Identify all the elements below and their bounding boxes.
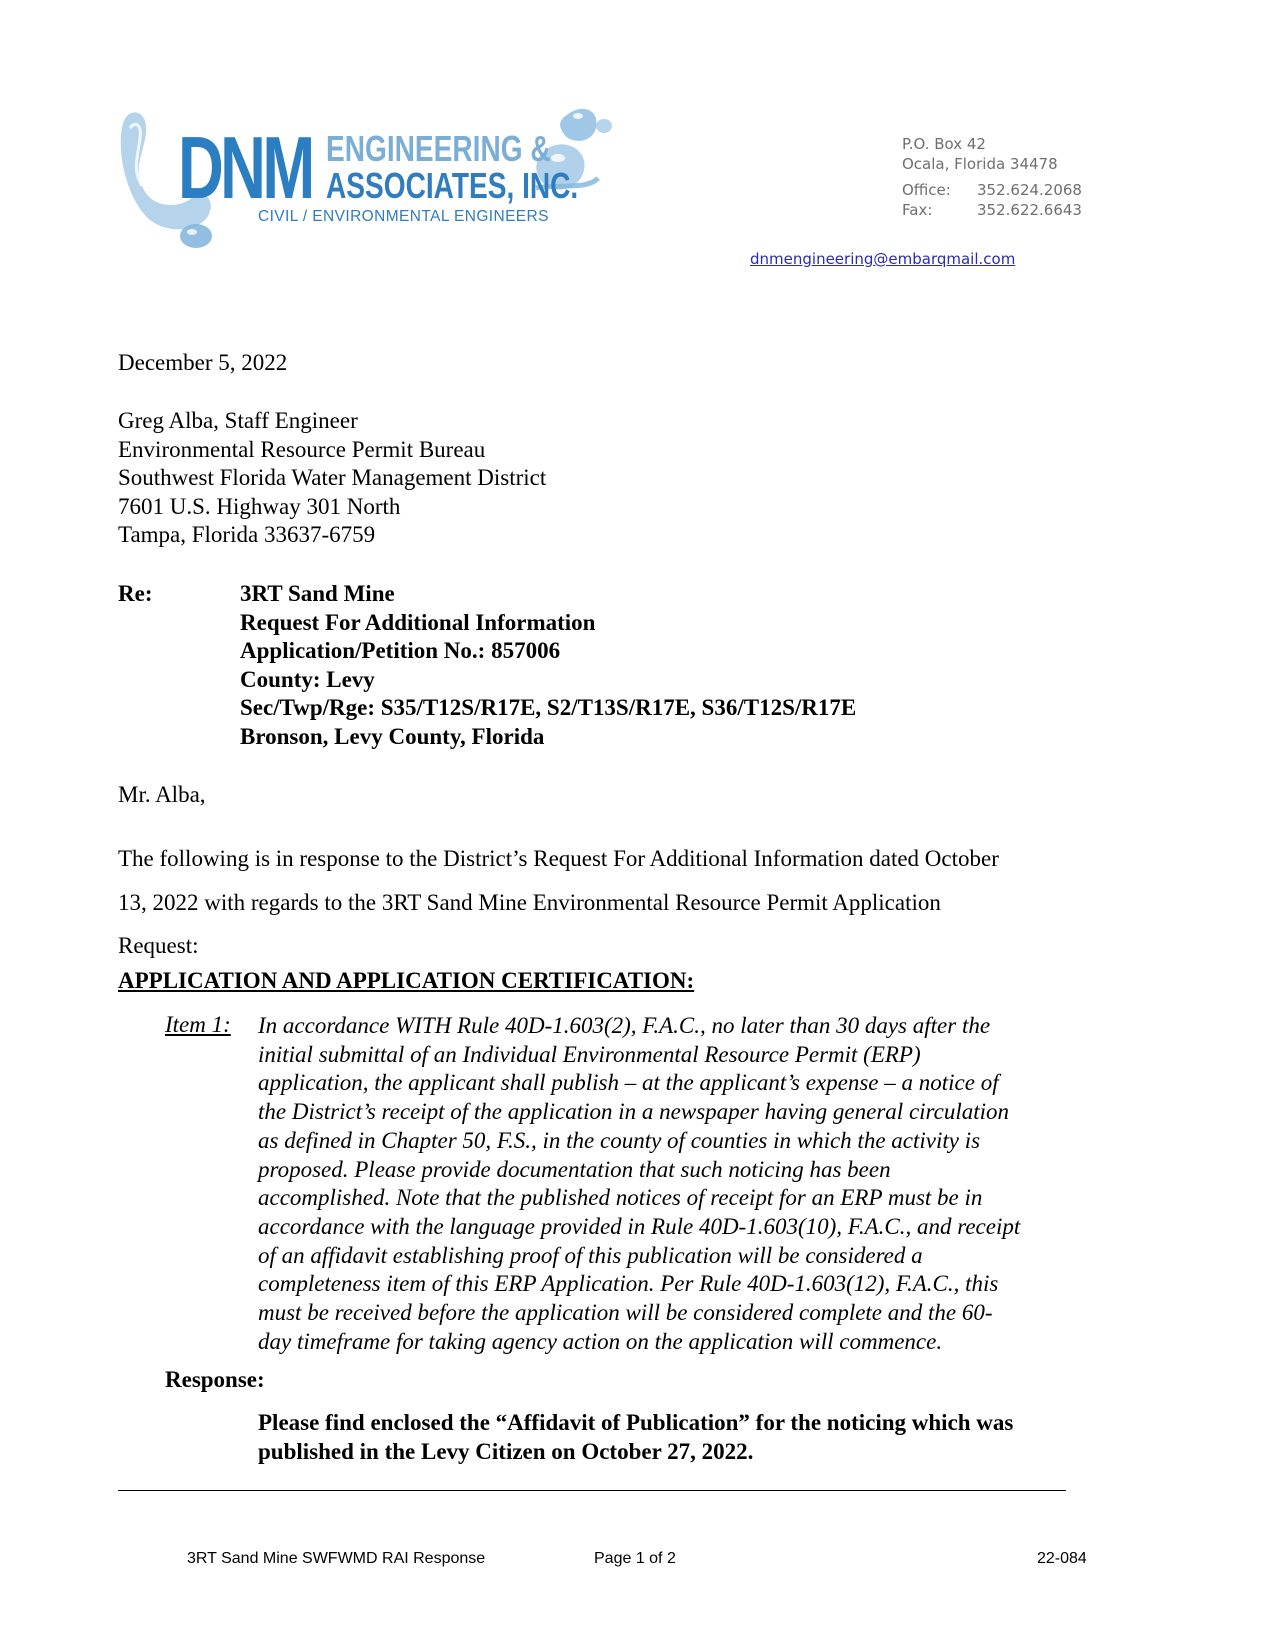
office-label: Office: (902, 181, 951, 199)
subject-line: Bronson, Levy County, Florida (240, 723, 545, 749)
fax-label: Fax: (902, 201, 933, 219)
footer-divider (118, 1490, 1066, 1491)
response-text (258, 1408, 1013, 1466)
item-line: must be received before the application will be considered complete and the 60- (258, 1300, 993, 1326)
section-heading: APPLICATION AND APPLICATION CERTIFICATION: (118, 968, 695, 993)
item-line: the District’s receipt of the application in a newspaper having general circulation (258, 1099, 1010, 1125)
response-line: published in the Levy Citizen on October 27, 2022. (258, 1439, 754, 1464)
item-label: Item 1: (165, 1012, 231, 1037)
logo-dnm-letters: DNM (178, 118, 312, 217)
item-line: of an affidavit establishing proof of this publication will be considered a (258, 1242, 923, 1268)
logo-company-name-line2: ASSOCIATES, INC. (326, 165, 579, 206)
item-line: application, the applicant shall publish – at the applicant’s expense – a notice of (258, 1070, 999, 1096)
subject-line: County: Levy (240, 666, 375, 692)
item-line: initial submittal of an Individual Environmental Resource Permit (ERP) (258, 1041, 921, 1067)
company-logo (118, 98, 628, 263)
email-link[interactable]: dnmengineering@embarqmail.com (750, 250, 1016, 268)
item-line: In accordance WITH Rule 40D-1.603(2), F.A.C., no later than 30 days after the (258, 1013, 991, 1038)
salutation: Mr. Alba, (118, 782, 206, 807)
item-text (258, 1012, 1020, 1356)
subject-block (240, 580, 856, 752)
recipient-line: Southwest Florida Water Management District (118, 465, 547, 490)
item-line: as defined in Chapter 50, F.S., in the county of counties in which the activity is (258, 1127, 981, 1153)
subject-line: 3RT Sand Mine (240, 581, 395, 606)
intro-line: The following is in response to the District’s Request For Additional Information dated October (118, 846, 999, 871)
item-line: proposed. Please provide documentation that such noticing has been (258, 1156, 891, 1182)
logo-company-name-line1: ENGINEERING & (326, 128, 551, 169)
item-line: accomplished. Note that the published notices of receipt for an ERP must be in (258, 1185, 983, 1211)
recipient-line: Greg Alba, Staff Engineer (118, 408, 358, 433)
subject-line: Request For Additional Information (240, 609, 596, 635)
re-label: Re: (118, 581, 153, 606)
footer-page-number: Page 1 of 2 (594, 1550, 676, 1567)
item-line: accordance with the language provided in Rule 40D-1.603(10), F.A.C., and receipt (258, 1213, 1021, 1239)
response-line: Please find enclosed the “Affidavit of Publication” for the noticing which was (258, 1410, 1014, 1435)
office-phone: 352.624.2068 (977, 181, 1082, 199)
item-line: day timeframe for taking agency action on the application will commence. (258, 1328, 943, 1354)
footer-project-number: 22-084 (1037, 1550, 1087, 1567)
letter-date: December 5, 2022 (118, 350, 288, 375)
recipient-address (118, 407, 546, 550)
intro-paragraph (118, 837, 1118, 968)
office-phone-row (902, 180, 1082, 200)
contact-block (902, 134, 1082, 220)
logo-tagline: CIVIL / ENVIRONMENTAL ENGINEERS (258, 208, 549, 225)
subject-line: Application/Petition No.: 857006 (240, 638, 561, 664)
intro-line: 13, 2022 with regards to the 3RT Sand Mine Environmental Resource Permit Application (118, 889, 941, 915)
subject-line: Sec/Twp/Rge: S35/T12S/R17E, S2/T13S/R17E, S36/T12S/R17E (240, 695, 857, 721)
fax-row (902, 200, 1082, 220)
recipient-line: 7601 U.S. Highway 301 North (118, 493, 401, 519)
fax-number: 352.622.6643 (977, 201, 1082, 219)
recipient-line: Tampa, Florida 33637-6759 (118, 522, 376, 547)
recipient-line: Environmental Resource Permit Bureau (118, 436, 486, 462)
footer-document-title: 3RT Sand Mine SWFWMD RAI Response (187, 1550, 486, 1567)
po-box: P.O. Box 42 (902, 135, 986, 153)
response-label: Response: (165, 1367, 265, 1392)
item-line: completeness item of this ERP Application. Per Rule 40D-1.603(12), F.A.C., this (258, 1271, 999, 1297)
city-state-zip: Ocala, Florida 34478 (902, 155, 1058, 173)
intro-line: Request: (118, 933, 199, 958)
